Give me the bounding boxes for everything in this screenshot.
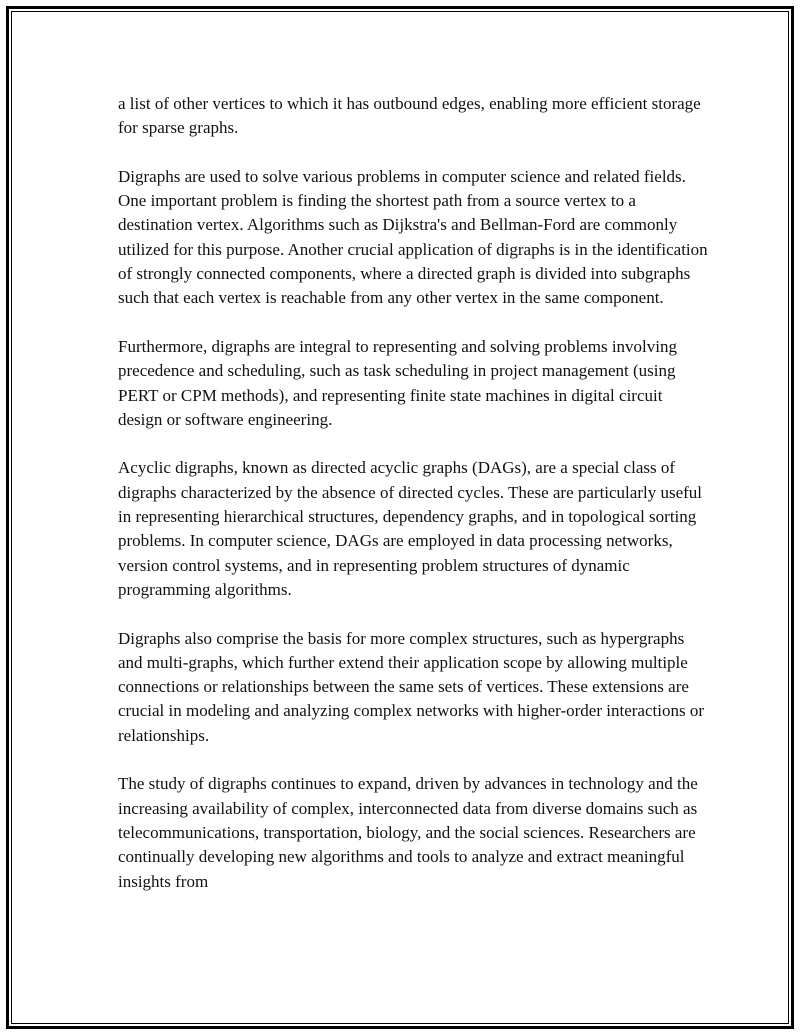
paragraph-study-of-digraphs: The study of digraphs continues to expand, driven by advances in technology and the increasing availability of complex, interconnected data from diverse domains such as telecommunications, transportation, biology, and the social sciences. Researchers are continually developing new algorithms and tools to analyze and extract meaningful insights from bbox=[118, 774, 698, 891]
paragraph-precedence-scheduling: Furthermore, digraphs are integral to representing and solving problems involving precedence and scheduling, such as task scheduling in project management (using PERT or CPM methods), and representing finite state machines in digital circuit design or software engineering. bbox=[118, 336, 677, 429]
paragraph-complex-structures: Digraphs also comprise the basis for more complex structures, such as hypergraphs and multi-graphs, which further extend their application scope by allowing multiple connections or relationships between the same sets of vertices. These extensions are crucial in modeling and analyzing complex networks with higher-order interactions or relationships. bbox=[118, 628, 704, 745]
paragraph-digraph-problems: Digraphs are used to solve various problems in computer science and related fields. One important problem is finding the shortest path from a source vertex to a destination vertex. Algorithms such as Dijkstra's and Bellman-Ford are commonly utilized for this purpose. Another crucial application of digraphs is in the identification of strongly connected components, where a directed graph is divided into subgraphs such that each vertex is reachable from any other vertex in the same component. bbox=[118, 166, 708, 308]
paragraph-adjacency-list-continuation: a list of other vertices to which it has outbound edges, enabling more efficient storage for sparse graphs. bbox=[118, 94, 701, 138]
document-body bbox=[118, 92, 708, 894]
paragraph-acyclic-digraphs: Acyclic digraphs, known as directed acyclic graphs (DAGs), are a special class of digraphs characterized by the absence of directed cycles. These are particularly useful in representing hierarchical structures, dependency graphs, and in topological sorting problems. In computer science, DAGs are employed in data processing networks, version control systems, and in representing problem structures of dynamic programming algorithms. bbox=[118, 458, 703, 599]
